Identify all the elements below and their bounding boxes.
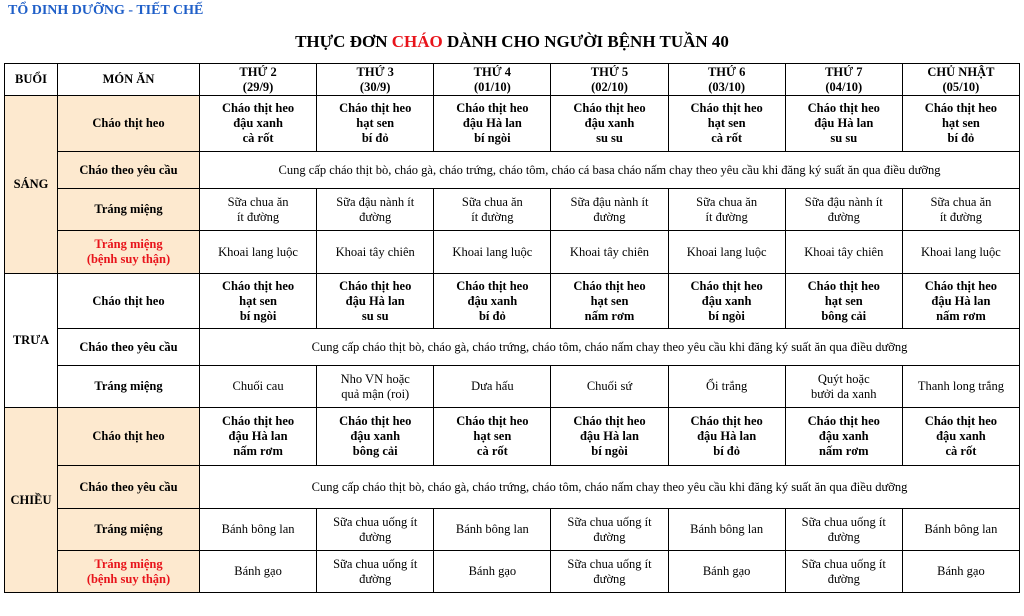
menu-cell: Cháo thịt heo đậu Hà lan bí ngòi — [434, 96, 551, 152]
team-name: TỔ DINH DƯỠNG - TIẾT CHẾ — [8, 3, 204, 18]
menu-cell: Cháo thịt heo hạt sen bí đỏ — [317, 96, 434, 152]
menu-cell: Cháo thịt heo đậu Hà lan nấm rơm — [200, 408, 317, 466]
menu-cell: Cháo thịt heo hạt sen cà rốt — [668, 96, 785, 152]
menu-cell: Sữa chua ăn ít đường — [668, 189, 785, 231]
menu-cell: Quýt hoặc bưởi da xanh — [785, 366, 902, 408]
menu-cell: Sữa chua ăn ít đường — [434, 189, 551, 231]
session-afternoon: CHIỀU — [5, 408, 58, 593]
menu-cell: Cháo thịt heo đậu Hà lan su su — [317, 274, 434, 329]
table-row — [5, 509, 1020, 551]
menu-cell: Ổi trắng — [668, 366, 785, 408]
menu-table — [4, 63, 1020, 593]
menu-cell: Bánh gạo — [434, 551, 551, 593]
request-note: Cung cấp cháo thịt bò, cháo gà, cháo trứng, cháo tôm, cháo nấm chay theo yêu cầu khi đăng ký suất ăn qua điều dưỡng — [200, 329, 1020, 366]
dish-label: Cháo thịt heo — [58, 96, 200, 152]
day-name: THỨ 6 — [707, 64, 746, 79]
header-day — [785, 64, 902, 96]
menu-cell: Chuối sứ — [551, 366, 668, 408]
menu-cell: Sữa chua uống ít đường — [785, 509, 902, 551]
header-day — [200, 64, 317, 96]
menu-cell: Khoai lang luộc — [200, 231, 317, 274]
table-row — [5, 466, 1020, 509]
menu-cell: Cháo thịt heo đậu xanh bí ngòi — [668, 274, 785, 329]
menu-cell: Bánh gạo — [668, 551, 785, 593]
day-date: (04/10) — [825, 79, 863, 94]
menu-cell: Bánh gạo — [200, 551, 317, 593]
menu-cell: Cháo thịt heo hạt sen bông cải — [785, 274, 902, 329]
menu-cell: Sữa đậu nành ít đường — [551, 189, 668, 231]
menu-cell: Thanh long trắng — [902, 366, 1019, 408]
day-name: CHỦ NHẬT — [927, 64, 995, 79]
dish-label: Tráng miệng — [58, 509, 200, 551]
title-prefix: THỰC ĐƠN — [295, 32, 392, 51]
dish-label: Cháo thịt heo — [58, 408, 200, 466]
menu-cell: Khoai tây chiên — [317, 231, 434, 274]
table-row — [5, 408, 1020, 466]
session-noon: TRƯA — [5, 274, 58, 408]
dish-label: Cháo theo yêu cầu — [58, 466, 200, 509]
menu-cell: Cháo thịt heo đậu xanh cà rốt — [902, 408, 1019, 466]
day-name: THỨ 7 — [825, 64, 863, 79]
header-day — [434, 64, 551, 96]
menu-cell: Cháo thịt heo đậu Hà lan bí đỏ — [668, 408, 785, 466]
header-day — [551, 64, 668, 96]
menu-cell: Chuối cau — [200, 366, 317, 408]
day-date: (05/10) — [942, 79, 980, 94]
menu-cell: Khoai tây chiên — [551, 231, 668, 274]
menu-cell: Bánh bông lan — [200, 509, 317, 551]
menu-cell: Sữa chua uống ít đường — [551, 509, 668, 551]
menu-cell: Nho VN hoặc quả mận (roi) — [317, 366, 434, 408]
day-name: THỨ 5 — [590, 64, 629, 79]
menu-cell: Khoai lang luộc — [668, 231, 785, 274]
day-name: THỨ 4 — [473, 64, 512, 79]
menu-cell: Sữa đậu nành ít đường — [317, 189, 434, 231]
menu-cell: Sữa chua uống ít đường — [317, 551, 434, 593]
dish-label-kidney: Tráng miệng (bệnh suy thận) — [58, 231, 200, 274]
day-name: THỨ 3 — [356, 64, 394, 79]
request-note: Cung cấp cháo thịt bò, cháo gà, cháo trứng, cháo tôm, cháo cá basa cháo nấm chay theo yêu cầu khi đăng ký suất ăn qua điều dưỡng — [200, 152, 1020, 189]
menu-cell: Cháo thịt heo hạt sen bí ngòi — [200, 274, 317, 329]
menu-cell: Khoai lang luộc — [902, 231, 1019, 274]
day-date: (29/9) — [242, 79, 274, 94]
table-row — [5, 274, 1020, 329]
menu-cell: Cháo thịt heo đậu Hà lan bí ngòi — [551, 408, 668, 466]
dish-label: Cháo thịt heo — [58, 274, 200, 329]
menu-cell: Khoai lang luộc — [434, 231, 551, 274]
menu-cell: Bánh bông lan — [668, 509, 785, 551]
header-session: BUỔI — [5, 64, 58, 96]
menu-cell: Cháo thịt heo đậu Hà lan su su — [785, 96, 902, 152]
menu-cell: Sữa chua ăn ít đường — [200, 189, 317, 231]
menu-cell: Dưa hấu — [434, 366, 551, 408]
menu-cell: Sữa chua uống ít đường — [317, 509, 434, 551]
header-day — [668, 64, 785, 96]
menu-cell: Sữa chua uống ít đường — [785, 551, 902, 593]
table-row — [5, 551, 1020, 593]
menu-cell: Cháo thịt heo đậu xanh nấm rơm — [785, 408, 902, 466]
day-date: (30/9) — [359, 79, 391, 94]
menu-cell: Sữa đậu nành ít đường — [785, 189, 902, 231]
menu-cell: Sữa chua ăn ít đường — [902, 189, 1019, 231]
dish-label: Cháo theo yêu cầu — [58, 329, 200, 366]
menu-cell: Bánh bông lan — [434, 509, 551, 551]
menu-cell: Sữa chua uống ít đường — [551, 551, 668, 593]
header-day — [317, 64, 434, 96]
day-name: THỨ 2 — [239, 64, 277, 79]
title-suffix: DÀNH CHO NGƯỜI BỆNH TUẦN 40 — [442, 32, 729, 51]
menu-cell: Cháo thịt heo đậu xanh bông cải — [317, 408, 434, 466]
menu-cell: Khoai tây chiên — [785, 231, 902, 274]
menu-cell: Cháo thịt heo hạt sen cà rốt — [434, 408, 551, 466]
title-highlight: CHÁO — [391, 32, 443, 51]
table-row — [5, 152, 1020, 189]
day-date: (02/10) — [591, 79, 628, 94]
menu-cell: Bánh gạo — [902, 551, 1019, 593]
menu-cell: Cháo thịt heo đậu Hà lan nấm rơm — [902, 274, 1019, 329]
menu-cell: Bánh bông lan — [902, 509, 1019, 551]
menu-cell: Cháo thịt heo hạt sen nấm rơm — [551, 274, 668, 329]
menu-cell: Cháo thịt heo hạt sen bí đỏ — [902, 96, 1019, 152]
day-date: (03/10) — [708, 79, 746, 94]
menu-cell: Cháo thịt heo đậu xanh su su — [551, 96, 668, 152]
table-row — [5, 231, 1020, 274]
table-row — [5, 329, 1020, 366]
dish-label: Tráng miệng — [58, 189, 200, 231]
header-row — [5, 64, 1020, 96]
dish-label-kidney: Tráng miệng (bệnh suy thận) — [58, 551, 200, 593]
session-morning: SÁNG — [5, 96, 58, 274]
table-row — [5, 189, 1020, 231]
table-row — [5, 366, 1020, 408]
header-dish: MÓN ĂN — [58, 64, 200, 96]
day-date: (01/10) — [473, 79, 511, 94]
page-title — [0, 32, 1024, 52]
menu-cell: Cháo thịt heo đậu xanh bí đỏ — [434, 274, 551, 329]
dish-label: Cháo theo yêu cầu — [58, 152, 200, 189]
dish-label: Tráng miệng — [58, 366, 200, 408]
header-day — [902, 64, 1019, 96]
menu-cell: Cháo thịt heo đậu xanh cà rốt — [200, 96, 317, 152]
request-note: Cung cấp cháo thịt bò, cháo gà, cháo trứng, cháo tôm, cháo nấm chay theo yêu cầu khi đăng ký suất ăn qua điều dưỡng — [200, 466, 1020, 509]
table-row — [5, 96, 1020, 152]
